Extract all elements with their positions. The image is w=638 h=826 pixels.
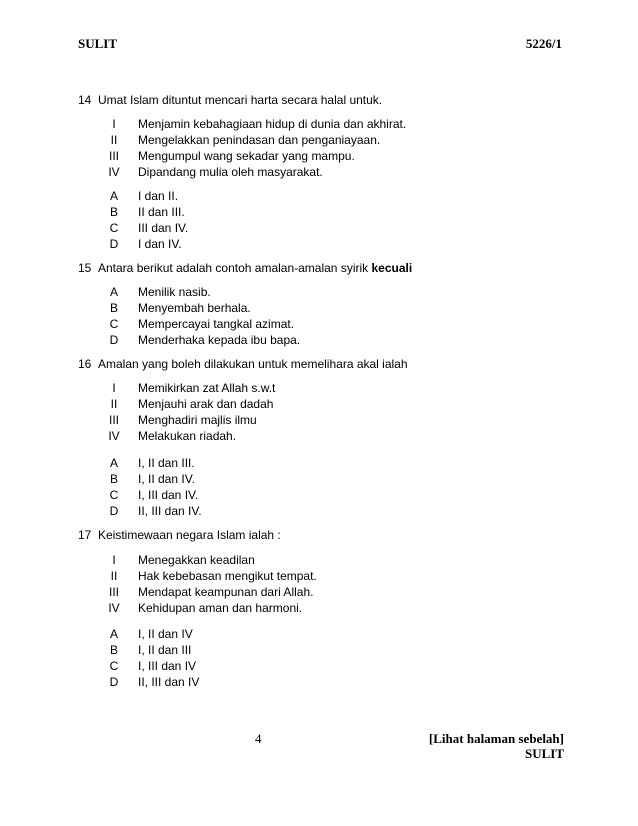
statement-label: IV [108,165,120,179]
option-label: A [109,627,118,641]
option-label: D [109,504,119,518]
option-text: I, II dan IV [138,627,193,641]
option-label: D [109,675,119,689]
header-classification: SULIT [78,36,118,51]
statement-text: Hak kebebasan mengikut tempat. [138,569,317,583]
statement-label: IV [108,429,120,443]
option-text: Menyembah berhala. [138,301,251,315]
question-number: 14 [78,93,92,107]
option-text: I, III dan IV. [138,488,199,502]
question-text: Umat Islam dituntut mencari harta secara halal untuk. [98,93,383,107]
question-text-main: Antara berikut adalah contoh amalan-amalan syirik [98,261,369,275]
option-text: I, II dan III [138,643,192,657]
option-label: C [109,488,119,502]
question-number: 17 [78,528,92,542]
option-text: II, III dan IV. [138,504,202,518]
header-paper-code: 5226/1 [525,36,562,51]
option-text: I dan IV. [138,237,182,251]
question-number: 15 [78,261,92,275]
statement-label: II [110,397,118,411]
statement-label: III [108,585,119,599]
statement-label: III [108,413,119,427]
statement-text: Memikirkan zat Allah s.w.t [138,381,276,395]
question-text [98,261,412,275]
next-page-note: [Lihat halaman sebelah] [428,731,564,746]
statement-label: III [108,149,119,163]
option-label: B [109,472,118,486]
footer-classification: SULIT [524,746,564,761]
question-text: Keistimewaan negara Islam ialah : [98,528,281,542]
statement-text: Menghadiri majlis ilmu [138,413,257,427]
option-text: III dan IV. [138,221,189,235]
statement-label: I [112,553,116,567]
option-text: I, II dan IV. [138,472,195,486]
page-number: 4 [255,731,262,746]
option-label: C [109,659,119,673]
statement-label: II [110,133,118,147]
option-text: II, III dan IV [138,675,200,689]
statement-label: I [112,381,116,395]
option-text: II dan III. [138,205,185,219]
option-text: Menilik nasib. [138,285,211,299]
option-label: D [109,333,119,347]
statement-text: Mengelakkan penindasan dan penganiayaan. [138,133,381,147]
option-label: A [109,456,118,470]
option-label: B [109,205,118,219]
option-label: B [109,301,118,315]
option-label: C [109,221,119,235]
option-label: C [109,317,119,331]
question-text: Amalan yang boleh dilakukan untuk memelihara akal ialah [98,357,408,371]
statement-text: Dipandang mulia oleh masyarakat. [138,165,323,179]
statement-text: Menjauhi arak dan dadah [138,397,274,411]
statement-text: Melakukan riadah. [138,429,237,443]
question-number: 16 [78,357,92,371]
statement-label: IV [108,601,120,615]
statement-text: Kehidupan aman dan harmoni. [138,601,303,615]
statement-text: Mengumpul wang sekadar yang mampu. [138,149,355,163]
option-label: D [109,237,119,251]
option-label: B [109,643,118,657]
option-text: I dan II. [138,189,179,203]
option-label: A [109,189,118,203]
question-emphasis: kecuali [371,261,413,275]
statement-label: I [112,117,116,131]
statement-text: Mendapat keampunan dari Allah. [138,585,314,599]
option-label: A [109,285,118,299]
option-text: Mempercayai tangkal azimat. [138,317,295,331]
statement-text: Menegakkan keadilan [138,553,255,567]
statement-text: Menjamin kebahagiaan hidup di dunia dan akhirat. [138,117,407,131]
option-text: I, II dan III. [138,456,195,470]
option-text: Menderhaka kepada ibu bapa. [138,333,301,347]
statement-label: II [110,569,118,583]
option-text: I, III dan IV [138,659,197,673]
